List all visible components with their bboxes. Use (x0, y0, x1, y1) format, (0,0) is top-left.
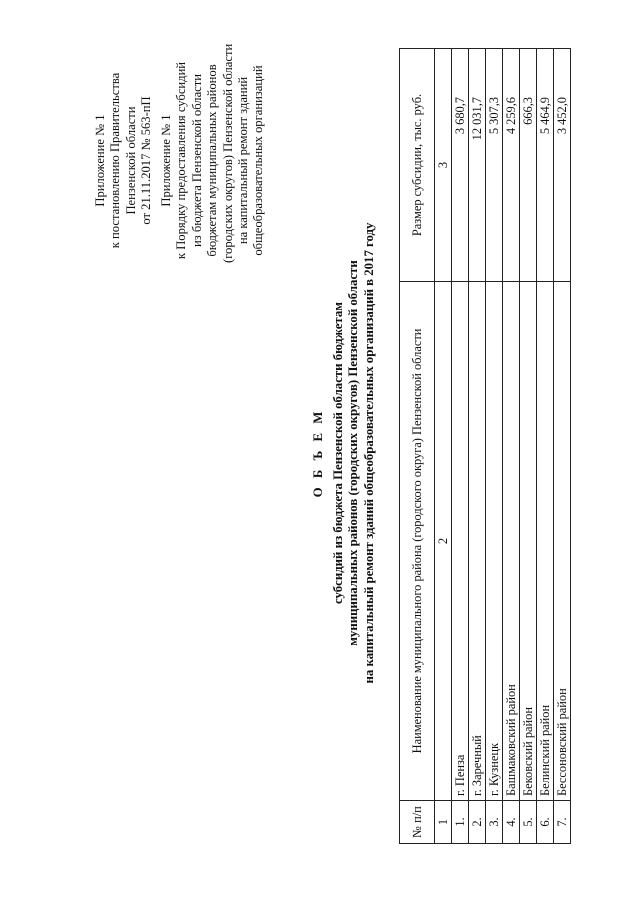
appendix-line: общеобразовательных организаций (251, 65, 266, 256)
index-cell: 3 (435, 49, 452, 282)
rotated-document-page (35, 38, 605, 868)
appendix-line: к Порядку предоставления субсидий (174, 61, 189, 260)
row-value: 3 452,0 (554, 49, 571, 282)
row-num: 3. (486, 801, 503, 844)
title-heading: О Б Ъ Е М (311, 408, 325, 498)
title-line: на капитальный ремонт зданий общеобразовательных организаций в 2017 году (361, 222, 376, 684)
row-value: 5 464,9 (537, 49, 554, 282)
row-name: Бековский район (520, 282, 537, 801)
row-name: Бессоновский район (554, 282, 571, 801)
appendix-line: Приложение № 1 (159, 114, 173, 207)
row-num: 6. (537, 801, 554, 844)
row-value: 3 680,7 (452, 49, 469, 282)
table-index-row (435, 49, 452, 844)
appendix-line: к постановлению Правительства (108, 72, 123, 249)
header-name: Наименование муниципального района (городского округа) Пензенской области (400, 282, 435, 801)
row-name: Башмаковский район (503, 282, 520, 801)
table-row (469, 49, 486, 844)
title-line: муниципальных районов (городских округов) Пензенской области (346, 260, 360, 646)
row-num: 5. (520, 801, 537, 844)
row-name: г. Кузнецк (486, 282, 503, 801)
row-value: 666,3 (520, 49, 537, 282)
index-cell: 2 (435, 282, 452, 801)
row-num: 4. (503, 801, 520, 844)
header-value: Размер субсидии, тыс. руб. (400, 49, 435, 282)
table-row (503, 49, 520, 844)
index-cell: 1 (435, 801, 452, 844)
row-value: 4 259,6 (503, 49, 520, 282)
row-name: г. Пенза (452, 282, 469, 801)
row-num: 1. (452, 801, 469, 844)
appendix-line: Пензенской области (123, 106, 138, 215)
row-value: 12 031,7 (469, 49, 486, 282)
appendix-line: из бюджета Пензенской области (189, 73, 204, 248)
appendix-line: от 21.11.2017 № 563-пП (139, 96, 154, 225)
appendix-line: (городских округов) Пензенской области (220, 43, 235, 263)
title-line: субсидий из бюджета Пензенской области бюджетам (330, 302, 345, 604)
appendix-to-procedure (159, 43, 267, 263)
row-name: Белинский район (537, 282, 554, 801)
table-row (520, 49, 537, 844)
row-num: 7. (554, 801, 571, 844)
appendix-line: Приложение № 1 (93, 114, 107, 207)
table-header-row (400, 49, 435, 844)
table-row (486, 49, 503, 844)
table-row (554, 49, 571, 844)
appendix-line: бюджетам муниципальных районов (205, 64, 220, 257)
document-title (311, 38, 377, 868)
row-value: 5 307,3 (486, 49, 503, 282)
row-name: г. Заречный (469, 282, 486, 801)
table-row (452, 49, 469, 844)
row-num: 2. (469, 801, 486, 844)
appendix-to-resolution (93, 58, 155, 263)
appendix-line: на капитальный ремонт зданий (236, 76, 251, 245)
header-num: № п/п (400, 801, 435, 844)
subsidy-table (399, 48, 571, 844)
table-row (537, 49, 554, 844)
